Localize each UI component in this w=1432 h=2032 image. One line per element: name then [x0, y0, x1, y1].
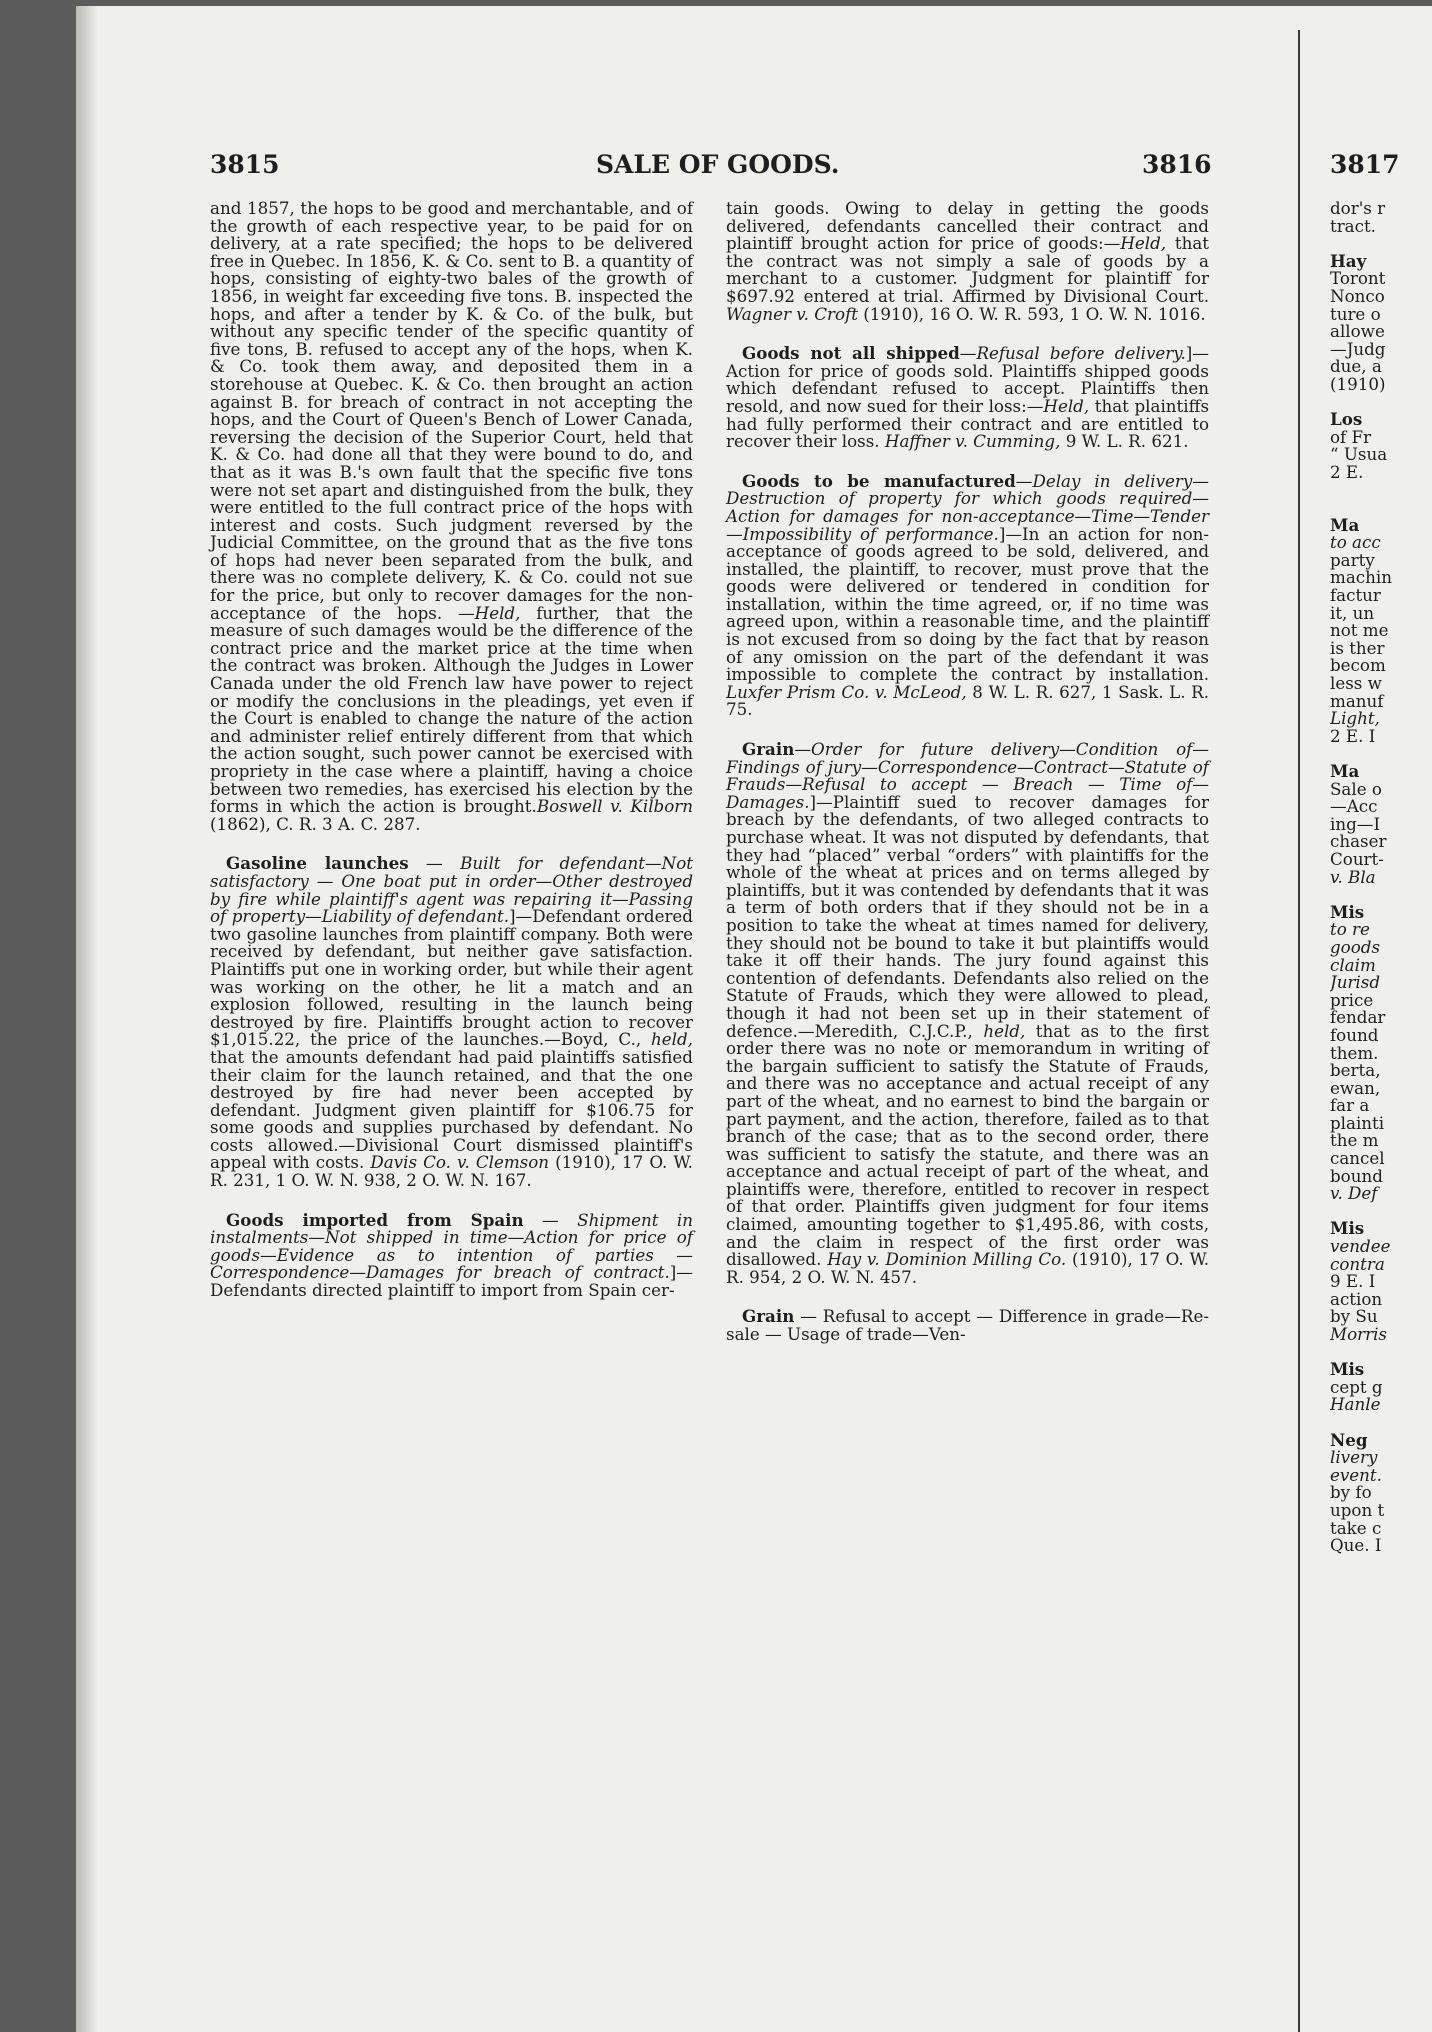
entry-subject: —Order for future delivery—Condition of—Findings of jury—Correspondence—Contract—Statute of Frauds—Refusal to accept — Breach — Time of—Damages. [726, 739, 1209, 812]
entry-title: Grain [742, 739, 795, 760]
cropped-line: —Acc [1330, 796, 1378, 817]
entry-title: Grain [742, 1306, 795, 1327]
cropped-line: 2 E. [1330, 461, 1364, 482]
cropped-line: factur [1330, 585, 1381, 606]
cropped-line [1330, 482, 1432, 500]
cropped-line: Light, [1330, 708, 1380, 729]
case-name: Haffner v. Cumming, [879, 431, 1061, 452]
entry-text: ]—Defendant ordered two gasoline launches from plaintiff company. Both were received by defendant, but neither gave satisfaction. Plaintiffs put one in working order, but while their agent was working on the other, he lit a match and an explosion followed, resulting in the launch being destroyed by fire. Plaintiffs brought action to recover $1,015.22, the price of the launches.—Boyd, C., [210, 906, 693, 1050]
column-right-cropped [1330, 200, 1432, 1555]
cropped-line: fendar [1330, 1007, 1386, 1028]
citation: (1910), 17 O. W. R. 231, 1 O. W. N. 938, 2 O. W. N. 167. [210, 1152, 693, 1191]
cropped-line: Morris [1330, 1324, 1387, 1344]
cropped-line: event. [1330, 1464, 1382, 1485]
cropped-line: not me [1330, 620, 1389, 641]
cropped-line: berta, [1330, 1060, 1381, 1081]
cropped-line: Hanle [1330, 1394, 1381, 1415]
entry-text: ]—Action for price of goods sold. Plaintiffs shipped goods which defendant refused to accept. Plaintiffs then resold, and now sued for their loss:— [726, 343, 1209, 416]
digest-entry [726, 1308, 1209, 1343]
held-word: Held, [1120, 233, 1167, 254]
cropped-line: bound [1330, 1165, 1383, 1186]
digest-entry [726, 470, 1210, 720]
cropped-line: them. [1330, 1042, 1379, 1063]
cropped-line: ing—I [1330, 813, 1381, 834]
entry-text: tain goods. Owing to delay in getting the goods delivered, defendants cancelled their contract and plaintiff brought action for price of goods:— [726, 198, 1209, 254]
column-middle [726, 200, 1209, 1366]
entry-subject: — Built for defendant—Not satisfactory — One boat put in order—Other destroyed by fire while plaintiff's agent was repairing it—Passing of property—Liability of defendant. [210, 853, 693, 927]
cropped-line: cancel [1330, 1148, 1385, 1169]
cropped-line: action [1330, 1288, 1383, 1309]
entry-title: Goods not all shipped [742, 343, 960, 364]
cropped-line: of Fr [1330, 426, 1372, 447]
cropped-line: goods [1330, 936, 1381, 957]
cropped-line: dor's r [1330, 200, 1386, 218]
cropped-line: Ma [1330, 761, 1360, 781]
cropped-line: machin [1330, 567, 1392, 588]
cropped-line: Neg [1330, 1429, 1368, 1450]
held-word: held, [641, 1029, 693, 1050]
cropped-line: due, a [1330, 356, 1382, 377]
cropped-line: manuf [1330, 690, 1384, 711]
cropped-line: is ther [1330, 637, 1385, 658]
entry-subject: —Refusal before delivery. [959, 343, 1186, 364]
case-name: Wagner v. Croft [726, 303, 858, 324]
cropped-line: Que. I [1330, 1535, 1382, 1555]
entry-subject: —Delay in delivery—Destruction of property for which goods required—Action for damages for non-acceptance—Time—Tender—Impossibility of performance. [726, 470, 1209, 544]
cropped-line: claim [1330, 954, 1376, 975]
cropped-line: chaser [1330, 831, 1387, 852]
entry-title: Gasoline launches [226, 853, 409, 874]
cropped-line: plainti [1330, 1112, 1385, 1133]
running-title: SALE OF GOODS. [596, 150, 840, 179]
entry-title: Goods to be manufactured [742, 470, 1016, 491]
case-name: Boswell v. Kilborn [536, 796, 694, 817]
cropped-line: 9 E. I [1330, 1271, 1376, 1292]
entry-text: that as to the first order there was no note or memorandum in writing of the bargain sufficient to satisfy the Statute of Frauds, and there was no acceptance and actual receipt of any part of the wheat, and no earnest to bind the bargain or part payment, and the action, therefore, failed as to that branch of the case; that as to the second order, there was sufficient to satisfy the statute, and there was an acceptance and actual receipt of part of the wheat, and plaintiffs were, therefore, entitled to recover in respect of that order. Plaintiffs given judgment for four items claimed, amounting together to $1,495.86, with costs, and the claim in respect of the first order was disallowed. [726, 1020, 1209, 1270]
citation: (1910), 16 O. W. R. 593, 1 O. W. N. 1016. [857, 303, 1206, 324]
page-number-next: 3817 [1330, 150, 1400, 179]
page-binding-shadow [76, 6, 98, 2032]
cropped-line: to acc [1330, 532, 1381, 553]
digest-entry [726, 741, 1209, 1286]
cropped-line: Court- [1330, 848, 1384, 869]
entry-subject: — Shipment in instalments—Not shipped in time—Action for price of goods—Evidence as to intention of parties — Correspondence—Damages for breach of contract. [210, 1209, 693, 1283]
cropped-line: found [1330, 1024, 1379, 1045]
cropped-line: party [1330, 549, 1375, 570]
cropped-line: Mis [1330, 901, 1365, 922]
cropped-line: “ Usua [1330, 444, 1388, 465]
case-name: Davis Co. v. Clemson [364, 1152, 550, 1173]
cropped-line: upon t [1330, 1499, 1385, 1520]
entry-text: ]—Plaintiff sued to recover damages for breach by the defendants, of two alleged contracts to purchase wheat. It was not disputed by defendants, that they had “placed” verbal “orders” with plaintiffs for the whole of the wheat at prices and on terms alleged by plaintiffs, but it was contended by defendants that it was a term of both orders that if they should not be in a position to take the wheat at times named for delivery, they should not be bound to take it but plaintiffs would take it off their hands. The jury found against this contention of defendants. Defendants also relied on the Statute of Frauds, which they were allowed to plead, though it had not been set up in their statement of defence.—Meredith, C.J.C.P., [726, 791, 1209, 1041]
entry-title: Goods imported from Spain [226, 1209, 524, 1230]
cropped-line: Mis [1330, 1359, 1365, 1380]
cropped-line: to re [1330, 919, 1370, 940]
cropped-line: Toront [1330, 268, 1386, 289]
cropped-line: Mis [1330, 1218, 1365, 1239]
entry-text: that the amounts defendant had paid plaintiffs satisfied their claim for the launch retained, and that the one destroyed by fire had never been accepted by defendant. Judgment given plaintiff for $106.75 for some goods and supplies purchased by defendant. No costs allowed.—Divisional Court dismissed plaintiff's appeal with costs. [210, 1046, 693, 1173]
citation: 9 W. L. R. 621. [1060, 431, 1189, 452]
entry-text: that plaintiffs had fully performed their contract and are entitled to recover their loss. [726, 395, 1210, 452]
cropped-line: take c [1330, 1517, 1382, 1538]
citation: (1862), C. R. 3 A. C. 287. [210, 813, 421, 834]
column-left [210, 200, 693, 1322]
cropped-line: ewan, [1330, 1077, 1381, 1098]
held-word: Held, [474, 602, 521, 623]
cropped-line: by Su [1330, 1306, 1378, 1327]
citation: 8 W. L. R. 627, 1 Sask. L. R. 75. [726, 681, 1210, 720]
cropped-line: contra [1330, 1253, 1385, 1274]
cropped-line: the m [1330, 1130, 1379, 1151]
page-number-left: 3815 [210, 150, 280, 179]
entry-text: further, that the measure of such damages would be the difference of the contract price and the market price at the time when the contract was broken. Although the Judges in Lower Canada under the old French law have power to reject or modify the conclusions in the pleadings, yet even if the Court is enabled to change the nature of the action and administer relief entirely different from that which the action sought, such power cannot be exercised with propriety in the case where a plaintiff, having a choice between two remedies, has exercised his election by the forms in which the action is brought. [210, 602, 693, 817]
cropped-line: v. Def [1330, 1183, 1378, 1204]
cropped-line: becom [1330, 655, 1386, 676]
digest-entry [726, 345, 1209, 451]
case-name: Hay v. Dominion Milling Co. [821, 1249, 1067, 1270]
held-word: Held, [1043, 395, 1090, 416]
column-gutter-rule [1298, 30, 1300, 2032]
cropped-line: less w [1330, 673, 1382, 694]
cropped-line: price [1330, 989, 1374, 1010]
cropped-line: allowe [1330, 321, 1385, 342]
cropped-line: cept g [1330, 1376, 1383, 1397]
entry-text: and 1857, the hops to be good and merchantable, and of the growth of each respective year, to be paid for on delivery, at a rate specified; the hops to be delivered free in Quebec. In 1856, K. & Co. sent to B. a quantity of hops, consisting of eighty-two bales of the growth of 1856, in weight far exceeding five tons. B. inspected the hops, and after a tender by K. & Co. of the bulk, but without any specific tender of the specific quantity of five tons, B. refused to accept any of the hops, when K. & Co. took them away, and deposited them in a storehouse at Quebec. K. & Co. then brought an action against B. for breach of contract in not accepting the hops, and the Court of Queen's Bench of Lower Canada, reversing the decision of the Superior Court, held that K. & Co. had done all that they were bound to do, and that as it was B.'s own fault that the specific five tons were not set apart and distinguished from the bulk, they were entitled to the full contract price of the hops with interest and costs. Such judgment reversed by the Judicial Committee, on the ground that as the five tons of hops had never been separated from the bulk, and there was no complete delivery, K. & Co. could not sue for the price, but only to recover damages for the non-acceptance of the hops. — [210, 198, 693, 623]
cropped-line: tract. [1330, 215, 1376, 236]
cropped-line: ture o [1330, 303, 1381, 324]
cropped-line: far a [1330, 1095, 1370, 1116]
cropped-line: by fo [1330, 1482, 1372, 1503]
cropped-line: Nonco [1330, 285, 1385, 306]
page-number-right: 3816 [1142, 150, 1212, 179]
cropped-line: v. Bla [1330, 866, 1376, 887]
cropped-line [1330, 1414, 1432, 1432]
cropped-line: Sale o [1330, 778, 1382, 799]
entry-continuation [726, 200, 1209, 323]
cropped-line: vendee [1330, 1236, 1391, 1257]
held-word: held, [972, 1020, 1026, 1041]
cropped-line: Jurisd [1330, 972, 1380, 993]
citation: (1910), 17 O. W. R. 954, 2 O. W. N. 457. [726, 1249, 1209, 1287]
cropped-line: Los [1330, 409, 1363, 430]
cropped-line: 2 E. I [1330, 725, 1376, 746]
entry-text: ]—In an action for non-acceptance of goods agreed to be sold, delivered, and installed, the plaintiff, to recover, must prove that the goods were delivered or tendered in condition for installation, within the time agreed, or, if no time was agreed upon, within a reasonable time, and the plaintiff is not excused from so doing by the fact that by reason of any omission on the part of the defendant it was impossible to complete the contract by installation. [726, 523, 1209, 685]
cropped-line: Ma [1330, 514, 1360, 535]
case-name: Luxfer Prism Co. v. McLeod, [726, 681, 967, 702]
entry-text: that the contract was not simply a sale of goods by a merchant to a customer. Judgment for plaintiff for $697.92 entered at trial. Affirmed by Divisional Court. [726, 233, 1209, 306]
cropped-line: Hay [1330, 250, 1367, 271]
entry-text: — Refusal to accept — Difference in grade—Re-sale — Usage of trade—Ven- [726, 1306, 1209, 1345]
entry-text: ]—Defendants directed plaintiff to import from Spain cer- [210, 1262, 693, 1301]
cropped-line: livery [1330, 1447, 1378, 1468]
cropped-line: —Judg [1330, 338, 1386, 359]
cropped-line: it, un [1330, 602, 1375, 623]
cropped-line: (1910) [1330, 373, 1386, 394]
digest-entry [210, 1209, 693, 1301]
entry-continuation [210, 200, 693, 833]
digest-entry [210, 855, 693, 1189]
